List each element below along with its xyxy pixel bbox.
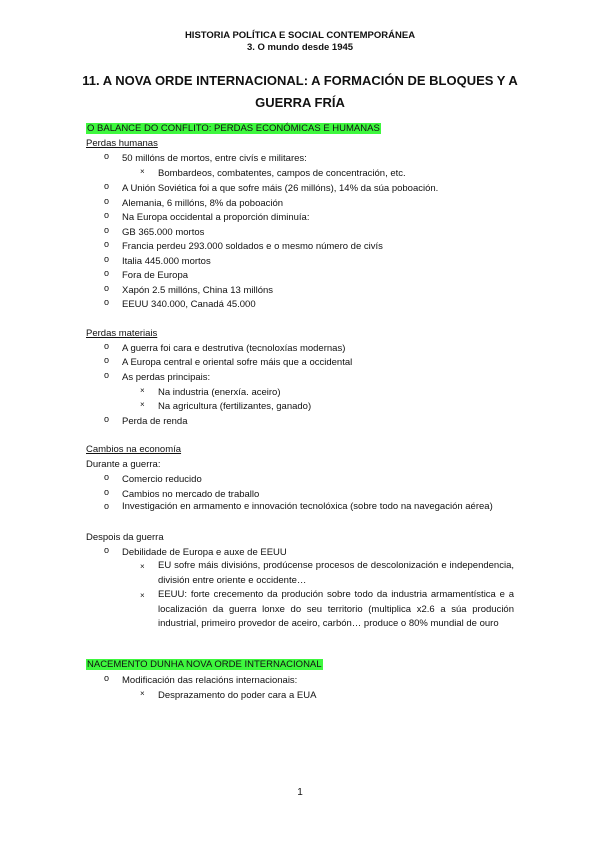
list-item: Italia 445.000 mortos (122, 256, 211, 267)
bullet-icon: o (104, 297, 110, 307)
list-item: Perda de renda (122, 416, 188, 427)
despois-label: Despois da guerra (86, 532, 164, 543)
section-heading-nova-orde (86, 658, 323, 671)
bullet-icon: o (104, 196, 110, 206)
cross-bullet-icon: × (140, 562, 145, 571)
bullet-icon: o (104, 181, 110, 191)
list-item: Francia perdeu 293.000 soldados e o mesmo número de civís (122, 241, 383, 252)
list-item: Debilidade de Europa e auxe de EEUU (122, 547, 287, 558)
list-item: Na industria (enerxía. aceiro) (158, 387, 281, 398)
subheading-cambios-economia: Cambios na economía (86, 444, 182, 455)
page-title: 11. A NOVA ORDE INTERNACIONAL: A FORMACIÓN DE BLOQUES Y A GUERRA FRÍA (82, 73, 518, 110)
highlighted-heading: O BALANCE DO CONFLITO: PERDAS ECONÓMICAS E HUMANAS (87, 123, 380, 134)
list-item: Xapón 2.5 millóns, China 13 millóns (122, 285, 274, 296)
list-item: Na agricultura (fertilizantes, ganado) (158, 401, 312, 412)
cross-bullet-icon: × (140, 167, 145, 176)
list-item: Alemania, 6 millóns, 8% da poboación (122, 198, 284, 209)
subheading-perdas-humanas: Perdas humanas (86, 138, 158, 149)
bullet-icon: o (104, 673, 110, 683)
section-heading-balance (86, 122, 381, 135)
bullet-icon: o (104, 487, 110, 497)
list-item: As perdas principais: (122, 372, 211, 383)
list-item: EU sofre máis divisións, prodúcense procesos de descolonización e independencia, división entre oriente e occidente… (158, 560, 514, 586)
list-item: A guerra foi cara e destrutiva (tecnoloxías modernas) (122, 343, 346, 354)
bullet-icon: o (104, 225, 110, 235)
list-item: Modificación das relacións internacionais: (122, 675, 298, 686)
list-item: Na Europa occidental a proporción diminuía: (122, 212, 310, 223)
list-item: Investigación en armamento e innovación tecnolóxica (sobre todo na navegación aérea) (122, 501, 493, 512)
bullet-icon: o (104, 268, 110, 278)
list-item: Bombardeos, combatentes, campos de concentración, etc. (158, 168, 406, 179)
bullet-icon: o (104, 414, 110, 424)
bullet-icon: o (104, 545, 110, 555)
bullet-icon: o (104, 501, 110, 511)
bullet-icon: o (104, 254, 110, 264)
list-item: Fora de Europa (122, 270, 189, 281)
list-item: A Europa central e oriental sofre máis que a occidental (122, 357, 353, 368)
durante-label: Durante a guerra: (86, 459, 161, 470)
page-number: 1 (297, 787, 303, 798)
bullet-icon: o (104, 239, 110, 249)
list-item: EEUU 340.000, Canadá 45.000 (122, 299, 256, 310)
cross-bullet-icon: × (140, 400, 145, 409)
cross-bullet-icon: × (140, 591, 145, 600)
highlighted-heading: NACEMENTO DUNHA NOVA ORDE INTERNACIONAL (87, 659, 322, 670)
list-item: EEUU: forte crecemento da produción sobre todo da industria armamentística e a localización da guerra lonxe do seu territorio (multiplica x2.6 a súa produción industrial, primeiro provedor de aceiro, carbón… produce o 80% mundial de ouro (158, 589, 514, 629)
list-item: Desprazamento do poder cara a EUA (158, 690, 317, 701)
bullet-icon: o (104, 210, 110, 220)
bullet-icon: o (104, 370, 110, 380)
bullet-icon: o (104, 355, 110, 365)
cross-bullet-icon: × (140, 689, 145, 698)
subheading-perdas-materiais: Perdas materiais (86, 328, 158, 339)
bullet-icon: o (104, 151, 110, 161)
cross-bullet-icon: × (140, 386, 145, 395)
list-item: A Unión Soviética foi a que sofre máis (26 millóns), 14% da súa poboación. (122, 183, 439, 194)
bullet-icon: o (104, 472, 110, 482)
header-unit: 3. O mundo desde 1945 (246, 42, 354, 53)
list-item: 50 millóns de mortos, entre civís e militares: (122, 153, 307, 164)
list-item: Comercio reducido (122, 474, 202, 485)
header-course: HISTORIA POLÍTICA E SOCIAL CONTEMPORÁNEA (184, 30, 416, 41)
bullet-icon: o (104, 283, 110, 293)
list-item: Cambios no mercado de traballo (122, 489, 260, 500)
list-item: GB 365.000 mortos (122, 227, 205, 238)
bullet-icon: o (104, 341, 110, 351)
